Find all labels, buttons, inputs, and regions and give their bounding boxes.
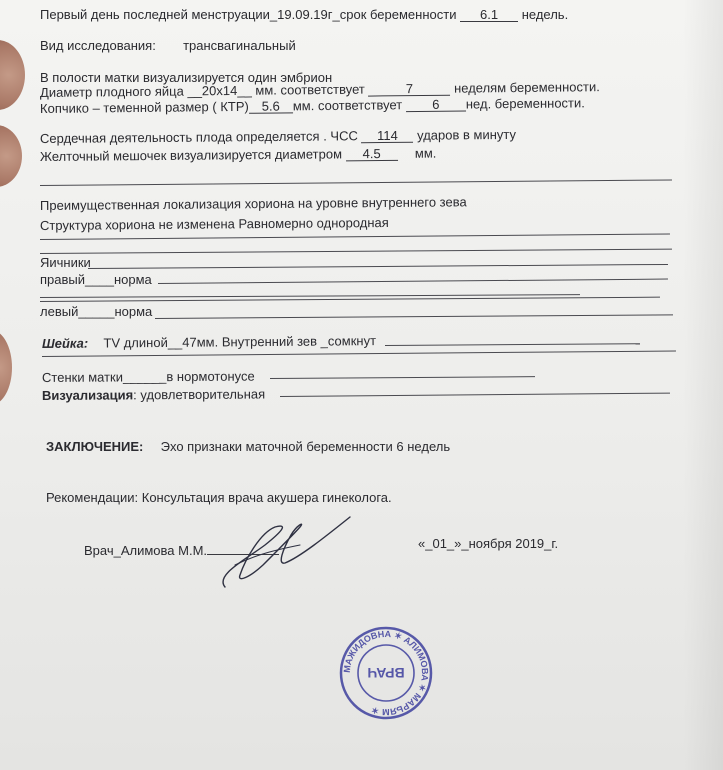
exam-type-label: Вид исследования: <box>40 38 156 53</box>
cervix-text: TV длиной__47мм. Внутренний зев _сомкнут <box>103 333 377 351</box>
rule-11 <box>270 376 535 379</box>
egg-diameter-line: Диаметр плодного яйца __20х14__ мм. соответствует 7 неделям беременности. <box>39 79 600 100</box>
chorion-structure-text: Структура хориона не изменена Равномерно однородная <box>39 214 389 233</box>
heart-rate-value: 114 <box>361 129 413 143</box>
yolk-label: Желточный мешочек визуализируется диаметром <box>39 146 343 164</box>
ktr-suffix: нед. беременности. <box>465 95 585 112</box>
recommendation-text: Рекомендации: Консультация врача акушера гинеколога. <box>46 490 392 505</box>
rule-4 <box>88 264 668 269</box>
yolk-suffix: мм. <box>414 145 437 161</box>
ovaries-label: Яичники <box>40 255 91 270</box>
visualization-line: Визуализация: удовлетворительная <box>41 386 266 403</box>
rule-1 <box>40 179 672 186</box>
gestation-label: г_срок беременности <box>327 7 457 22</box>
chorion-structure-line <box>40 215 389 234</box>
egg-suffix: неделям беременности. <box>453 79 600 96</box>
rule-10 <box>42 350 676 357</box>
uterine-walls-label: Стенки матки <box>41 369 124 385</box>
doctor-signature <box>205 505 365 595</box>
gestation-suffix: недель. <box>521 7 569 22</box>
recommendation-line <box>46 490 392 506</box>
svg-text:ВРАЧ: ВРАЧ <box>367 665 405 681</box>
chorion-location-text: Преимущественная локализация хориона на уровне внутреннего зева <box>39 194 467 213</box>
chorion-location-line <box>40 194 467 214</box>
egg-label: Диаметр плодного яйца __ <box>39 83 202 100</box>
conclusion-text: Эхо признаки маточной беременности 6 недель <box>160 439 451 454</box>
yolk-value: 4.5 <box>346 147 398 161</box>
egg-weeks: 7 <box>368 82 450 97</box>
uterine-walls-value: в нормотонусе <box>166 368 255 385</box>
ktr-label: Копчико – теменной размер ( КТР) <box>39 98 249 116</box>
rule-3 <box>40 249 672 254</box>
right-ovary-label: правый <box>40 272 86 287</box>
rule-12 <box>280 393 670 397</box>
right-ovary-value: норма <box>113 272 152 287</box>
date-line <box>418 536 558 552</box>
heart-suffix: ударов в минуту <box>417 126 517 143</box>
uterine-walls-line: Стенки матки______в нормотонусе <box>41 368 255 385</box>
egg-mid: мм. соответствует <box>255 81 365 98</box>
ktr-mid: мм. соответствует <box>292 97 403 114</box>
cervix-label: Шейка: <box>41 335 89 351</box>
heart-rate-line <box>40 127 516 147</box>
gestation-weeks: 6.1 <box>460 8 518 22</box>
yolk-sac-line <box>40 146 436 165</box>
doctor-stamp <box>338 625 434 721</box>
finger-bottom <box>0 330 12 405</box>
heart-label: Сердечная деятельность плода определяется . ЧСС <box>39 128 358 146</box>
doctor-name: Врач_Алимова М.М. <box>84 543 208 558</box>
rule-2 <box>40 234 670 240</box>
conclusion-label: ЗАКЛЮЧЕНИЕ: <box>46 439 144 454</box>
right-ovary-line: правый____норма <box>40 272 152 287</box>
conclusion-line <box>46 439 450 455</box>
finger-top <box>0 40 25 110</box>
lmp-line <box>40 7 568 23</box>
cervix-line <box>42 333 376 352</box>
visualization-value: удовлетворительная <box>140 386 266 403</box>
left-ovary-value: норма <box>114 304 153 319</box>
ktr-value: 5.6 <box>249 99 293 113</box>
rule-5 <box>158 279 668 284</box>
report-date: «_01_»_ноября 2019_г. <box>418 536 559 551</box>
visualization-label: Визуализация <box>41 387 134 403</box>
lmp-date: 19.09.19 <box>277 7 328 22</box>
finger-middle <box>0 125 22 187</box>
embryo-text: В полости матки визуализируется один эмбрион <box>40 70 333 85</box>
left-ovary-line: левый_____норма <box>40 304 153 319</box>
ovaries-line <box>40 255 91 271</box>
exam-type-value: трансвагинальный <box>183 38 296 53</box>
exam-type-line <box>40 38 296 54</box>
svg-text:МАЖИДОВНА ✶ АЛИМОВА ✶ МАРЬЯМ ✶: МАЖИДОВНА ✶ АЛИМОВА ✶ МАРЬЯМ ✶ <box>341 628 431 718</box>
rule-9 <box>385 343 640 346</box>
lmp-label: Первый день последней менструации_ <box>40 7 278 22</box>
rule-8 <box>155 314 673 319</box>
egg-size: 20х14 <box>201 82 238 99</box>
ktr-weeks: 6 <box>406 98 466 113</box>
left-ovary-label: левый <box>40 304 79 319</box>
